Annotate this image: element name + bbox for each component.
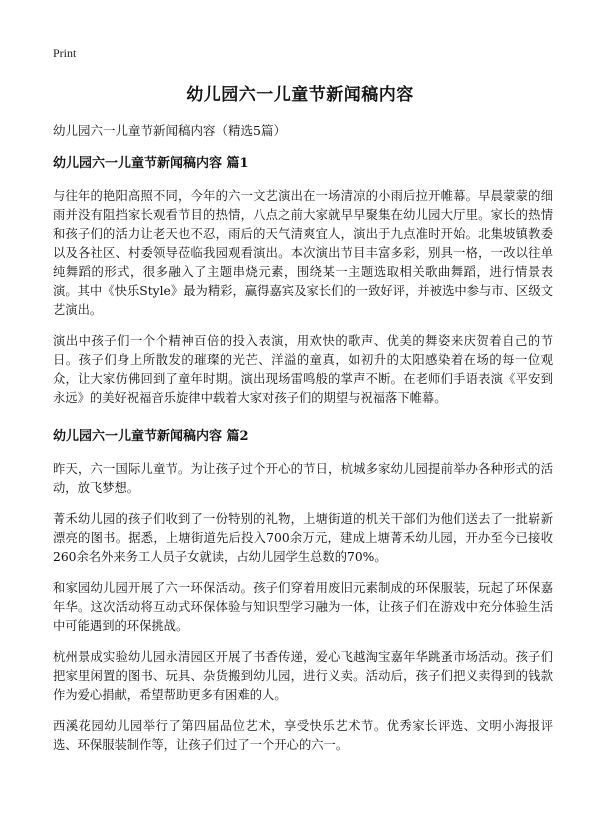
article-paragraph: 与往年的艳阳高照不同，今年的六一文艺演出在一场清凉的小雨后拉开帷幕。早晨蒙蒙的细雨并没有阻挡家长观看节目的热情，八点之前大家就早早聚集在幼儿园大厅里。家长的热情和孩子们的活力让老天也不忍，雨后的天气清爽宜人，演出于九点准时开始。北集坡镇教委以及各社区、村委领导莅临我园观看演出。本次演出节目丰富多彩，别具一格，一改以往单纯舞蹈的形式，很多融入了主题串烧元素，围绕某一主题选取相关歌曲舞蹈，进行情景表演。其中《快乐Style》最为精彩，赢得嘉宾及家长们的一致好评，并被选中参与市、区级文艺演出。 (53, 189, 553, 317)
article-heading: 幼儿园六一儿童节新闻稿内容 篇1 (53, 156, 249, 171)
subtitle: 幼儿园六一儿童节新闻稿内容（精选5篇） (53, 123, 286, 138)
article-paragraph: 菁禾幼儿园的孩子们收到了一份特别的礼物，上塘街道的机关干部们为他们送去了一批崭新漂亮的图书。据悉，上塘街道先后投入700余万元，建成上塘菁禾幼儿园，开办至今已接收260余名外来务工人员子女就读，占幼儿园学生总数的70%。 (53, 512, 553, 564)
article-1 (53, 152, 553, 420)
article-paragraph: 昨天，六一国际儿童节。为让孩子过个开心的节日，杭城多家幼儿园提前举办各种形式的活动，放飞梦想。 (53, 462, 553, 495)
page-title: 幼儿园六一儿童节新闻稿内容 (186, 85, 414, 105)
print-link[interactable]: Print (53, 46, 77, 60)
article-paragraph: 和家园幼儿园开展了六一环保活动。孩子们穿着用废旧元素制成的环保服装，玩起了环保嘉年华。这次活动将互动式环保体验与知识型学习融为一体，让孩子们在游戏中充分体验生活中可能遇到的环保挑战。 (53, 581, 553, 633)
article-heading: 幼儿园六一儿童节新闻稿内容 篇2 (53, 429, 249, 444)
article-paragraph: 西溪花园幼儿园举行了第四届品位艺术，享受快乐艺术节。优秀家长评选、文明小海报评选、环保服装制作等，让孩子们过了一个开心的六一。 (53, 719, 553, 752)
article-2 (53, 425, 553, 767)
article-paragraph: 杭州景成实验幼儿园永清园区开展了书香传递，爱心飞越淘宝嘉年华跳蚤市场活动。孩子们把家里闲置的图书、玩具、杂货搬到幼儿园，进行义卖。活动后，孩子们把义卖得到的钱款作为爱心捐献，希望帮助更多有困难的人。 (53, 650, 553, 702)
article-paragraph: 演出中孩子们一个个精神百倍的投入表演，用欢快的歌声、优美的舞姿来庆贺着自己的节日。孩子们身上所散发的璀璨的光芒、洋溢的童真，如初升的太阳感染着在场的每一位观众，让大家仿佛回到了童年时期。演出现场雷鸣般的掌声不断。在老师们手语表演《平安到永远》的美好祝福音乐旋律中载着大家对孩子们的期望与祝福落下帷幕。 (53, 334, 553, 405)
